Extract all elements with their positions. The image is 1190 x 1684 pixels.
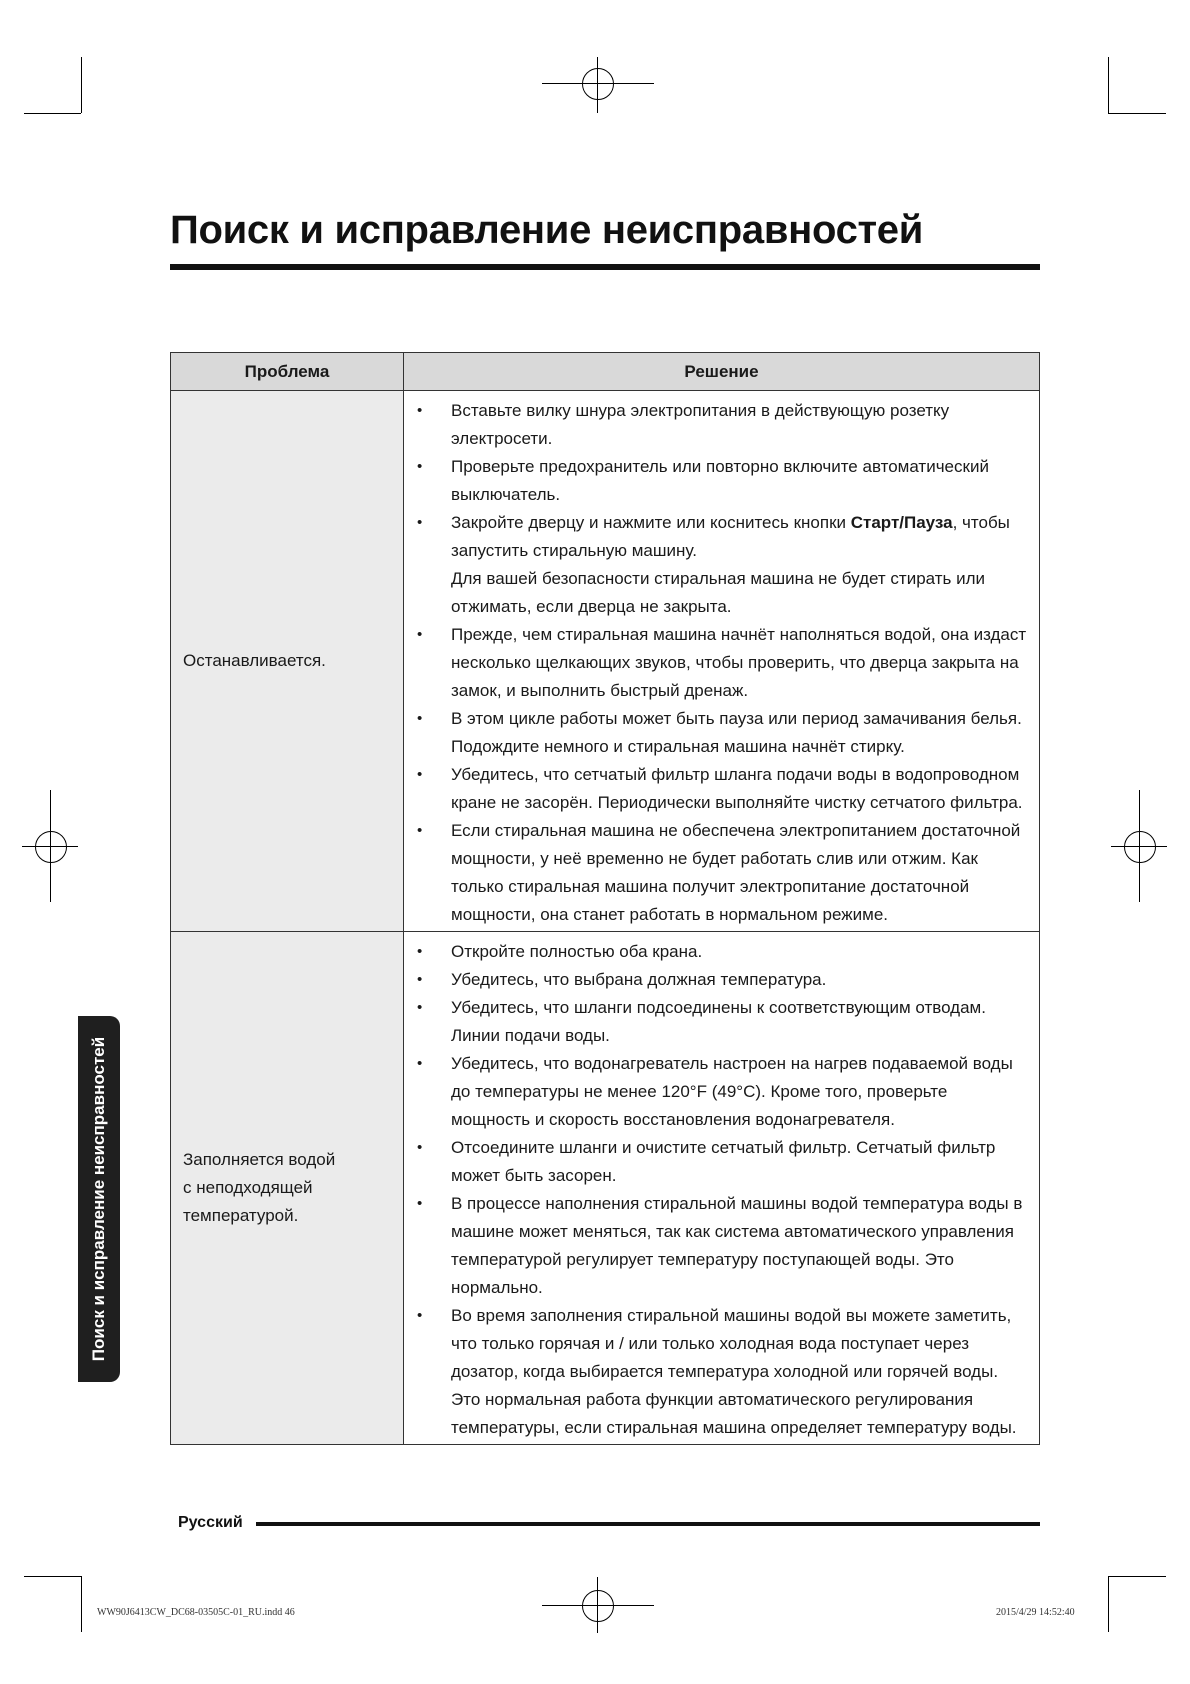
solution-cell (404, 932, 1040, 1445)
solution-item: • Отсоедините шланги и очистите сетчатый фильтр. Сетчатый фильтр может быть засорен. (414, 1134, 1029, 1190)
problem-cell (171, 932, 404, 1445)
solution-item: • Откройте полностью оба крана. (414, 938, 1029, 966)
page-title: Поиск и исправление неисправностей (170, 208, 924, 252)
troubleshooting-table (170, 352, 1040, 1445)
table-row (171, 932, 1040, 1445)
column-header-solution: Решение (404, 353, 1040, 391)
solution-text-part: Закройте дверцу и нажмите или коснитесь кнопки (451, 513, 851, 532)
solution-item: • Проверьте предохранитель или повторно включите автоматический выключатель. (414, 453, 1029, 509)
solution-cell (404, 391, 1040, 932)
section-side-tab-label: Поиск и исправление неисправностей (89, 1036, 108, 1362)
problem-line: температурой. (183, 1206, 299, 1225)
solution-item: • Убедитесь, что сетчатый фильтр шланга подачи воды в водопроводном кране не засорён. Периодически выполняйте чистку сетчатого фильтра. (414, 761, 1029, 817)
column-header-problem: Проблема (171, 353, 404, 391)
solution-list (414, 397, 1029, 929)
solution-item-text (451, 509, 1029, 565)
solution-item: • Прежде, чем стиральная машина начнёт наполняться водой, она издаст несколько щелкающих звуков, чтобы проверить, что дверца закрыта на замок, и выполнить быстрый дренаж. (414, 621, 1029, 705)
table-header-row (171, 353, 1040, 391)
solution-item: • В процессе наполнения стиральной машины водой температура воды в машине может меняться, так как система автоматического управления температурой регулирует температуру поступающей воды. Это нормально. (414, 1190, 1029, 1302)
solution-note: Для вашей безопасности стиральная машина не будет стирать или отжимать, если дверца не закрыта. (451, 569, 986, 616)
footer-language: Русский (178, 1514, 243, 1531)
title-divider (170, 264, 1040, 270)
problem-cell: Останавливается. (171, 391, 404, 932)
footer-divider (256, 1522, 1040, 1526)
table-row (171, 391, 1040, 932)
print-datetime: 2015/4/29 14:52:40 (996, 1607, 1075, 1618)
solution-note: Это нормальная работа функции автоматического регулирования температуры, если стиральная машина определяет температуру воды. (451, 1390, 1017, 1437)
solution-item-text: • Во время заполнения стиральной машины водой вы можете заметить, что только горячая и / или только холодная вода поступает через дозатор, когда выбирается температура холодной или горячей воды. (451, 1306, 1012, 1381)
solution-item (414, 509, 1029, 621)
solution-item: • Если стиральная машина не обеспечена электропитанием достаточной мощности, у неё временно не будет работать слив или отжим. Как только стиральная машина получит электропитание достаточной мощности, она станет работать в нормальном режиме. (414, 817, 1029, 929)
solution-item: • Вставьте вилку шнура электропитания в действующую розетку электросети. (414, 397, 1029, 453)
solution-item: • Убедитесь, что водонагреватель настроен на нагрев подаваемой воды до температуры не менее 120°F (49°C). Кроме того, проверьте мощность и скорость восстановления водонагревателя. (414, 1050, 1029, 1134)
start-pause-keyword: Старт/Пауза (850, 513, 953, 532)
solution-item: • Убедитесь, что шланги подсоединены к соответствующим отводам. Линии подачи воды. (414, 994, 1029, 1050)
solution-item: • Убедитесь, что выбрана должная температура. (414, 966, 1029, 994)
solution-list (414, 938, 1029, 1442)
solution-item (414, 1302, 1029, 1442)
solution-text-part: , чтобы запустить стиральную машину. (451, 513, 1010, 560)
solution-item: • В этом цикле работы может быть пауза или период замачивания белья. Подождите немного и стиральная машина начнёт стирку. (414, 705, 1029, 761)
print-file-info: WW90J6413CW_DC68-03505C-01_RU.indd 46 (97, 1607, 295, 1618)
problem-line: Заполняется водой (183, 1150, 336, 1169)
problem-line: с неподходящей (183, 1178, 313, 1197)
